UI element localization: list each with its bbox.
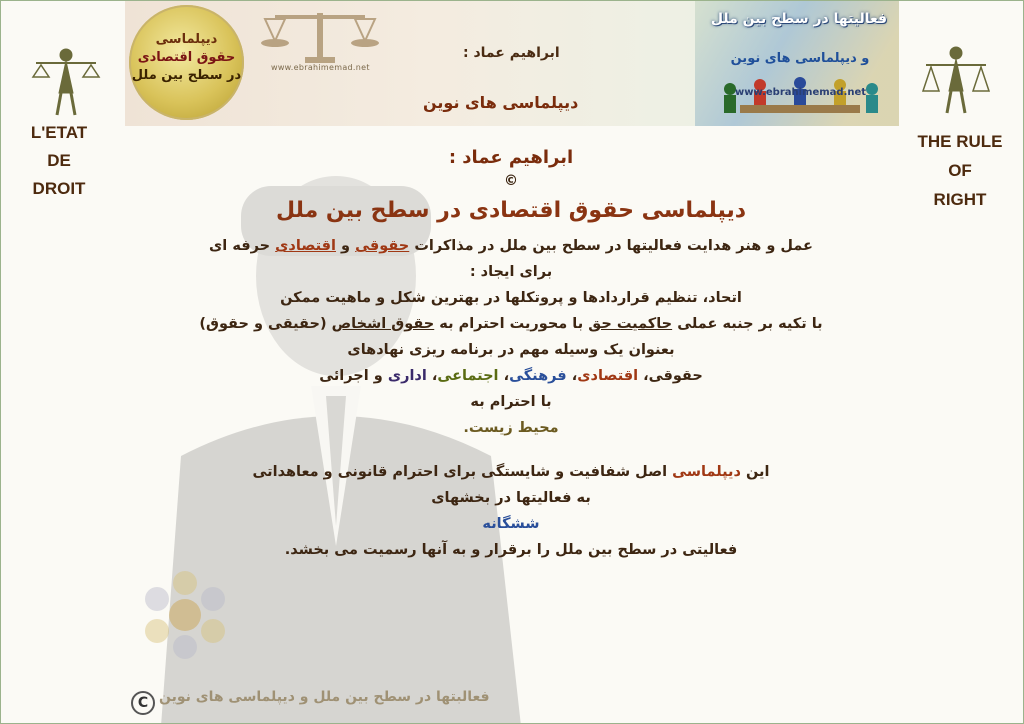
banner-author: ابراهیم عماد : bbox=[463, 45, 560, 61]
left-caption-line: DE bbox=[47, 151, 71, 170]
word-cultural: فرهنگی bbox=[509, 368, 567, 384]
right-caption bbox=[901, 127, 1019, 214]
highlight-economic: اقتصادی bbox=[275, 238, 336, 254]
justice-figure-left-icon bbox=[31, 43, 101, 119]
text-span: با تکیه بر جنبه عملی bbox=[672, 316, 823, 332]
text-span: با محوریت احترام به bbox=[434, 316, 589, 332]
banner-right-line-1: فعالیتها در سطح بین ملل bbox=[710, 11, 888, 27]
main-content bbox=[131, 141, 891, 563]
text-line-1 bbox=[131, 233, 891, 259]
text-line-12: فعالیتی در سطح بین ملل را برقرار و به آنها رسمیت می بخشد. bbox=[284, 542, 738, 558]
copyright-symbol: © bbox=[504, 173, 518, 189]
text-span: اصل شفافیت و شایستگی برای احترام قانونی و معاهداتی bbox=[252, 464, 673, 480]
meeting-people-illustration bbox=[710, 71, 890, 126]
text-span: ، bbox=[566, 368, 578, 384]
left-caption-line: DROIT bbox=[32, 179, 86, 198]
text-span: (حقیقی و حقوق) bbox=[199, 316, 332, 332]
left-caption bbox=[9, 119, 109, 203]
text-line-3: اتحاد، تنظیم قراردادها و پروتکلها در بهترین شکل و ماهیت ممکن bbox=[280, 290, 742, 306]
highlight-persons-rights: حقوق اشخاص bbox=[331, 316, 435, 332]
text-span: این bbox=[740, 464, 770, 480]
left-caption-line: L'ETAT bbox=[30, 123, 88, 142]
banner-right-site-url: www.ebrahimemad.net bbox=[735, 87, 867, 98]
text-span: ، bbox=[426, 368, 438, 384]
banner-subtitle: دیپلماسی های نوین bbox=[423, 93, 579, 112]
text-span: ، bbox=[498, 368, 510, 384]
copyright-circle-icon: C bbox=[131, 691, 155, 715]
right-caption-line: OF bbox=[948, 161, 972, 180]
seal-line-3: در سطح بین ملل bbox=[131, 68, 242, 83]
word-diplomacy: دیپلماسی bbox=[672, 464, 741, 480]
decorative-flower-image bbox=[139, 569, 231, 661]
text-line-5: بعنوان یک وسیله مهم در برنامه ریزی نهادهای bbox=[347, 342, 675, 358]
scales-banner-image bbox=[255, 7, 385, 67]
highlight-legal: حقوقی bbox=[355, 238, 410, 254]
text-line-11: ششگانه bbox=[482, 516, 540, 532]
content-author: ابراهیم عماد : bbox=[448, 147, 574, 168]
banner-site-url: www.ebrahimemad.net bbox=[271, 63, 370, 72]
text-span: و bbox=[336, 238, 356, 254]
word-social: اجتماعی bbox=[437, 368, 499, 384]
seal-logo bbox=[129, 5, 244, 120]
text-line-10: به فعالیتها در بخشهای bbox=[431, 490, 591, 506]
right-caption-line: RIGHT bbox=[933, 190, 987, 209]
highlight-sovereignty: حاکمیت حق bbox=[588, 316, 673, 332]
text-line-2: برای ایجاد : bbox=[469, 264, 553, 280]
footer-text: فعالبتها در سطح بین ملل و دیپلماسی های نوین bbox=[159, 689, 490, 705]
text-line-9 bbox=[131, 459, 891, 485]
text-line-4 bbox=[131, 311, 891, 337]
top-banner bbox=[125, 1, 899, 126]
word-administrative: اداری bbox=[387, 368, 427, 384]
text-span: عمل و هنر هدایت فعالیتها در سطح بین ملل در مذاکرات bbox=[409, 238, 813, 254]
text-span: حرفه ای bbox=[209, 238, 276, 254]
banner-right-line-2: و دیپلماسی های نوین bbox=[730, 51, 870, 66]
word-economic: اقتصادی bbox=[577, 368, 639, 384]
text-line-7: با احترام به bbox=[470, 394, 552, 410]
text-span: حقوقی، bbox=[638, 368, 703, 384]
text-span: و اجرائی bbox=[319, 368, 388, 384]
justice-figure-right-icon bbox=[921, 41, 991, 117]
right-caption-line: THE RULE bbox=[917, 132, 1003, 151]
spacer bbox=[131, 441, 891, 459]
seal-line-1: دیپلماسی bbox=[155, 32, 218, 47]
seal-line-2: حقوق اقتصادی bbox=[137, 50, 236, 65]
content-title: دیپلماسی حقوق اقتصادی در سطح بین ملل bbox=[276, 198, 746, 223]
text-line-8: محیط زیست. bbox=[463, 420, 559, 436]
text-line-6 bbox=[131, 363, 891, 389]
